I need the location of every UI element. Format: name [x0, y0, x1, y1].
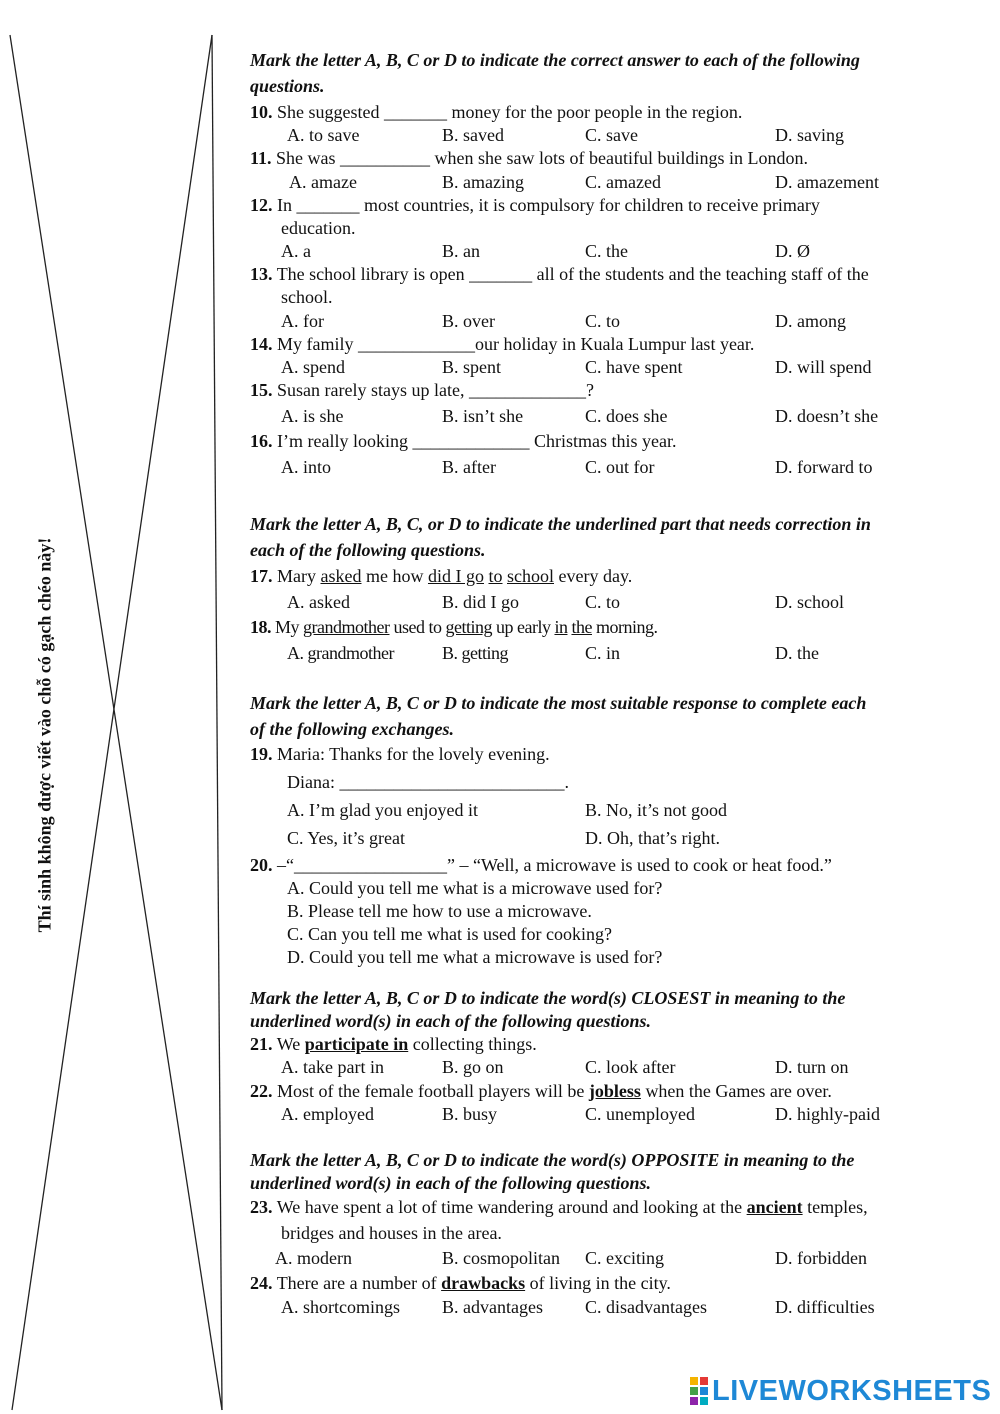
liveworksheets-icon	[690, 1377, 708, 1405]
option-c[interactable]: C. Yes, it’s great	[287, 828, 406, 848]
underlined-part-b: did I go	[427, 566, 484, 586]
option-c[interactable]: C. to	[585, 592, 621, 612]
option-b[interactable]: B. No, it’s not good	[585, 800, 728, 820]
question-number: 17.	[250, 566, 273, 586]
question-number: 21.	[250, 1034, 273, 1054]
question-22	[250, 1080, 832, 1102]
section5-instruction-line1: Mark the letter A, B, C or D to indicate the word(s) OPPOSITE in meaning to the	[250, 1150, 855, 1170]
underlined-part-d: the	[571, 617, 592, 637]
option-d[interactable]: D. will spend	[775, 357, 872, 377]
option-a[interactable]: A. take part in	[281, 1057, 384, 1077]
option-a[interactable]: A. I’m glad you enjoyed it	[287, 800, 478, 820]
section2-instruction-line2: each of the following questions.	[250, 540, 486, 560]
question-text: She was __________ when she saw lots of beautiful buildings in London.	[276, 148, 808, 168]
question-text: In _______ most countries, it is compulsory for children to receive primary	[277, 195, 820, 215]
logo-text: LIVEWORKSHEETS	[712, 1374, 992, 1407]
question-number: 23.	[250, 1197, 273, 1217]
section4-instruction-line1: Mark the letter A, B, C or D to indicate the word(s) CLOSEST in meaning to the	[250, 988, 846, 1008]
option-c[interactable]: C. out for	[585, 457, 655, 477]
question-24	[250, 1272, 671, 1294]
option-a[interactable]: A. Could you tell me what is a microwave used for?	[287, 878, 663, 898]
option-b[interactable]: B. busy	[442, 1104, 498, 1124]
question-text-continued: school.	[281, 287, 333, 307]
option-d[interactable]: D. Oh, that’s right.	[585, 828, 720, 848]
underlined-part-c: to	[488, 566, 503, 586]
question-text-continued: education.	[281, 218, 356, 238]
question-16	[250, 430, 676, 452]
option-d[interactable]: D. saving	[775, 125, 844, 145]
question-19	[250, 743, 550, 765]
question-text: Mary asked me how did I go to school every day.	[277, 566, 633, 586]
option-a[interactable]: A. modern	[275, 1248, 352, 1268]
option-d[interactable]: D. doesn’t she	[775, 406, 879, 426]
option-a[interactable]: A. spend	[281, 357, 345, 377]
question-text: Maria: Thanks for the lovely evening.	[277, 744, 550, 764]
option-c[interactable]: C. unemployed	[585, 1104, 695, 1124]
option-c[interactable]: C. disadvantages	[585, 1297, 707, 1317]
option-d[interactable]: D. amazement	[775, 172, 879, 192]
section1-instruction-line1: Mark the letter A, B, C or D to indicate the correct answer to each of the following	[250, 50, 860, 70]
question-17	[250, 565, 632, 587]
question-text: My family _____________our holiday in Kuala Lumpur last year.	[277, 334, 755, 354]
question-text: She suggested _______ money for the poor people in the region.	[277, 102, 743, 122]
question-number: 15.	[250, 380, 273, 400]
option-b[interactable]: B. amazing	[442, 172, 524, 192]
question-number: 13.	[250, 264, 273, 284]
question-text: I’m really looking _____________ Christmas this year.	[277, 431, 677, 451]
option-c[interactable]: C. look after	[585, 1057, 676, 1077]
question-10	[250, 101, 742, 123]
question-text: There are a number of drawbacks of living in the city.	[276, 1273, 671, 1293]
question-23	[250, 1196, 868, 1218]
option-b[interactable]: B. Please tell me how to use a microwave.	[287, 901, 592, 921]
section3-instruction-line2: of the following exchanges.	[250, 719, 455, 739]
option-d[interactable]: D. turn on	[775, 1057, 849, 1077]
option-b[interactable]: B. saved	[442, 125, 504, 145]
option-c[interactable]: C. have spent	[585, 357, 683, 377]
liveworksheets-logo[interactable]	[690, 1376, 991, 1406]
underlined-part-c: in	[554, 617, 568, 637]
question-text: My grandmother used to getting up early in the morning.	[275, 617, 658, 637]
option-c[interactable]: C. in	[585, 643, 621, 663]
question-text: We participate in collecting things.	[276, 1034, 537, 1054]
option-c[interactable]: C. exciting	[585, 1248, 664, 1268]
option-b[interactable]: B. spent	[442, 357, 502, 377]
option-b[interactable]: B. over	[442, 311, 495, 331]
question-text: Most of the female football players will be jobless when the Games are over.	[277, 1081, 832, 1101]
option-d[interactable]: D. Could you tell me what a microwave is used for?	[287, 947, 663, 967]
option-a[interactable]: A. amaze	[289, 172, 357, 192]
option-d[interactable]: D. among	[775, 311, 846, 331]
question-text: –“_________________” – “Well, a microwave is used to cook or heat food.”	[277, 855, 832, 875]
underlined-word: ancient	[746, 1197, 803, 1217]
underlined-word: jobless	[588, 1081, 641, 1101]
question-number: 24.	[250, 1273, 273, 1293]
question-15	[250, 379, 594, 401]
option-b[interactable]: B. did I go	[442, 592, 520, 612]
underlined-part-b: getting	[445, 617, 492, 637]
option-c[interactable]: C. the	[585, 241, 628, 261]
option-a[interactable]: A. grandmother	[287, 643, 394, 663]
question-14	[250, 333, 754, 355]
question-text-continued: bridges and houses in the area.	[281, 1223, 502, 1243]
option-a[interactable]: A. employed	[281, 1104, 374, 1124]
question-21	[250, 1033, 537, 1055]
margin-note: Thí sinh không được viết vào chỗ có gạch chéo này!	[34, 537, 55, 933]
option-a[interactable]: A. is she	[281, 406, 344, 426]
question-12	[250, 194, 820, 216]
question-number: 14.	[250, 334, 273, 354]
underlined-part-a: asked	[320, 566, 362, 586]
option-c[interactable]: C. to	[585, 311, 621, 331]
option-b[interactable]: B. go on	[442, 1057, 504, 1077]
question-number: 10.	[250, 102, 273, 122]
question-number: 18.	[250, 617, 271, 637]
question-text: We have spent a lot of time wandering around and looking at the ancient temples,	[276, 1197, 868, 1217]
option-b[interactable]: B. advantages	[442, 1297, 543, 1317]
option-d[interactable]: D. forward to	[775, 457, 873, 477]
underlined-part-a: grandmother	[303, 617, 390, 637]
option-d[interactable]: D. forbidden	[775, 1248, 867, 1268]
option-c[interactable]: C. amazed	[585, 172, 661, 192]
option-a[interactable]: A. to save	[287, 125, 360, 145]
section1-instruction-line2: questions.	[250, 76, 325, 96]
option-d[interactable]: D. highly-paid	[775, 1104, 880, 1124]
section4-instruction-line2: underlined word(s) in each of the following questions.	[250, 1011, 652, 1031]
option-d[interactable]: D. the	[775, 643, 819, 663]
option-c[interactable]: C. Can you tell me what is used for cooking?	[287, 924, 612, 944]
question-number: 20.	[250, 855, 273, 875]
option-d[interactable]: D. school	[775, 592, 844, 612]
option-a[interactable]: A. for	[281, 311, 324, 331]
option-d[interactable]: D. Ø	[775, 241, 810, 261]
question-text-continued: Diana: _________________________.	[287, 772, 569, 792]
question-text: Susan rarely stays up late, _____________?	[277, 380, 594, 400]
question-13	[250, 263, 869, 285]
question-number: 12.	[250, 195, 273, 215]
option-b[interactable]: B. after	[442, 457, 496, 477]
underlined-word: drawbacks	[441, 1273, 526, 1293]
option-a[interactable]: A. shortcomings	[281, 1297, 400, 1317]
question-number: 11.	[250, 148, 272, 168]
question-number: 19.	[250, 744, 273, 764]
question-20	[250, 854, 832, 876]
option-b[interactable]: B. isn’t she	[442, 406, 524, 426]
option-a[interactable]: A. asked	[287, 592, 350, 612]
option-b[interactable]: B. an	[442, 241, 480, 261]
option-c[interactable]: C. save	[585, 125, 638, 145]
underlined-word: participate in	[304, 1034, 409, 1054]
option-a[interactable]: A. a	[281, 241, 311, 261]
question-number: 16.	[250, 431, 273, 451]
option-c[interactable]: C. does she	[585, 406, 668, 426]
question-text: The school library is open _______ all of the students and the teaching staff of the	[276, 264, 869, 284]
question-number: 22.	[250, 1081, 273, 1101]
option-b[interactable]: B. getting	[442, 643, 508, 663]
question-11	[250, 147, 808, 169]
section3-instruction-line1: Mark the letter A, B, C or D to indicate the most suitable response to complete each	[250, 693, 867, 713]
underlined-part-d: school	[507, 566, 554, 586]
option-a[interactable]: A. into	[281, 457, 332, 477]
section5-instruction-line2: underlined word(s) in each of the following questions.	[250, 1173, 652, 1193]
option-b[interactable]: B. cosmopolitan	[442, 1248, 560, 1268]
option-d[interactable]: D. difficulties	[775, 1297, 875, 1317]
question-18	[250, 616, 657, 638]
section2-instruction-line1: Mark the letter A, B, C, or D to indicate the underlined part that needs correction in	[250, 514, 871, 534]
